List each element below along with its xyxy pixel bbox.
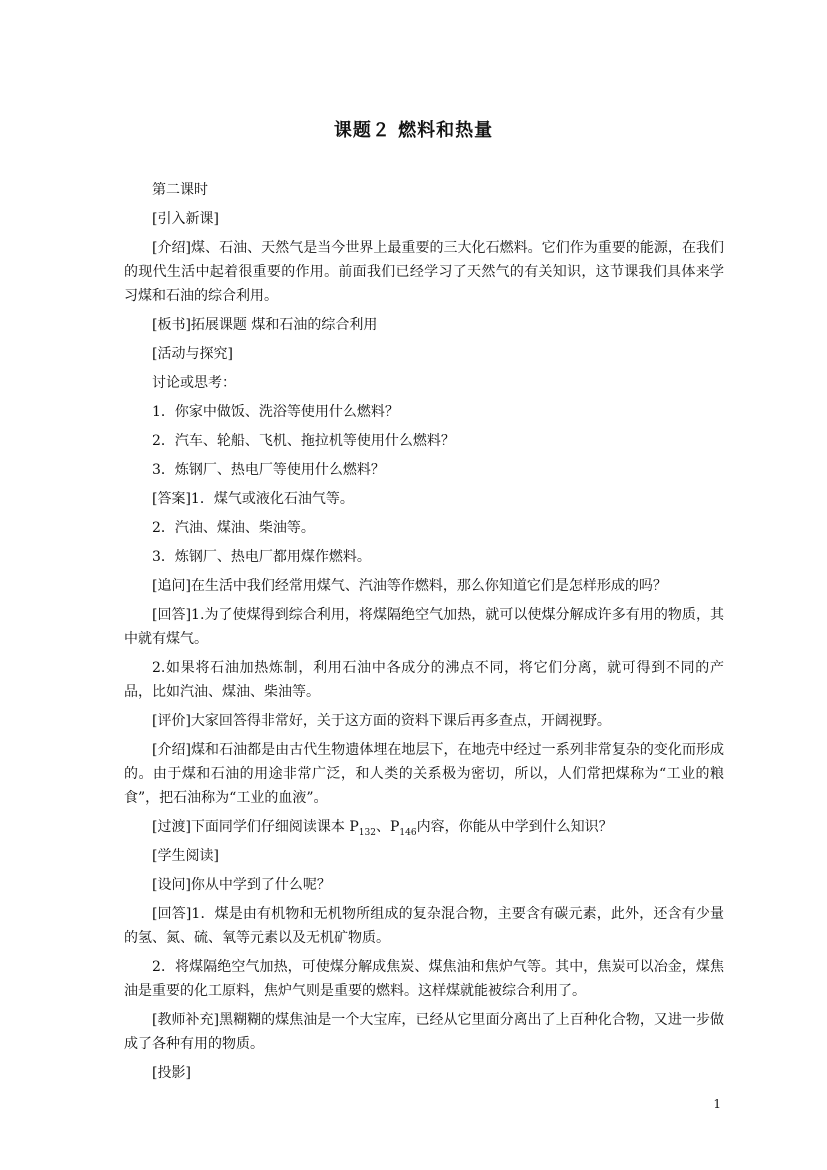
paragraph: [追问]在生活中我们经常用煤气、汽油等作燃料，那么你知道它们是怎样形成的吗？ [152,578,667,594]
paragraph: [引入新课] [152,211,219,227]
paragraph: [投影] [152,1065,191,1081]
paragraph: [回答]1．煤是由有机物和无机物所组成的复杂混合物，主要含有碳元素，此外，还含有少量的氢、氮、硫、氧等元素以及无机矿物质。 [124,906,724,946]
reading-text-before: [过渡]下面同学们仔细阅读课本 P [152,819,359,835]
paragraph: 3．炼钢厂、热电厂等使用什么燃料？ [152,462,385,478]
paragraph: 2．汽油、煤油、柴油等。 [152,520,315,536]
paragraph: [教师补充]黑糊糊的煤焦油是一个大宝库，已经从它里面分离出了上百种化合物，又进一步做成了各种有用的物质。 [124,1012,724,1052]
paragraph: [回答]1.为了使煤得到综合利用，将煤隔绝空气加热，就可以使煤分解成许多有用的物质，其中就有煤气。 [124,607,724,647]
paragraph: [介绍]煤、石油、天然气是当今世界上最重要的三大化石燃料。它们作为重要的能源，在我们的现代生活中起着很重要的作用。前面我们已经学习了天然气的有关知识，这节课我们具体来学习煤和石油的综合利用。 [124,240,724,304]
document-body [124,178,724,1090]
paragraph: 讨论或思考： [152,375,236,391]
paragraph: [评价]大家回答得非常好，关于这方面的资料下课后再多查点，开阔视野。 [152,713,611,729]
paragraph: 3．炼钢厂、热电厂都用煤作燃料。 [152,549,371,565]
paragraph: [板书]拓展课题 煤和石油的综合利用 [152,317,378,333]
paragraph: 2.如果将石油加热炼制，利用石油中各成分的沸点不同，将它们分离，就可得到不同的产品，比如汽油、煤油、柴油等。 [124,660,724,700]
paragraph: 1．你家中做饭、洗浴等使用什么燃料？ [152,404,399,420]
paragraph: [学生阅读] [152,848,219,864]
reading-paragraph [124,815,724,839]
paragraph: [设问]你从中学到了什么呢？ [152,877,331,893]
paragraph: 2．将煤隔绝空气加热，可使煤分解成焦炭、煤焦油和焦炉气等。其中，焦炭可以冶金，煤焦油是重要的化工原料，焦炉气则是重要的燃料。这样煤就能被综合利用了。 [124,959,724,999]
page-number: 1 [713,1097,721,1111]
page-subscript: 132 [358,827,376,838]
paragraph: 2．汽车、轮船、飞机、拖拉机等使用什么燃料？ [152,433,455,449]
paragraph: [活动与探究] [152,346,233,362]
reading-text-after: 内容，你能从中学到什么知识？ [416,819,613,835]
page-subscript: 146 [399,827,417,838]
paragraph: [答案]1．煤气或液化石油气等。 [152,491,354,507]
paragraph: 第二课时 [152,182,208,198]
reading-text-middle: 、P [375,819,400,835]
page-title: 课题２ 燃料和热量 [333,120,494,141]
paragraph: [介绍]煤和石油都是由古代生物遗体埋在地层下，在地壳中经过一系列非常复杂的变化而形成的。由于煤和石油的用途非常广泛，和人类的关系极为密切，所以，人们常把煤称为“工业的粮食”，把石油称为“工业的血液”。 [124,742,724,806]
